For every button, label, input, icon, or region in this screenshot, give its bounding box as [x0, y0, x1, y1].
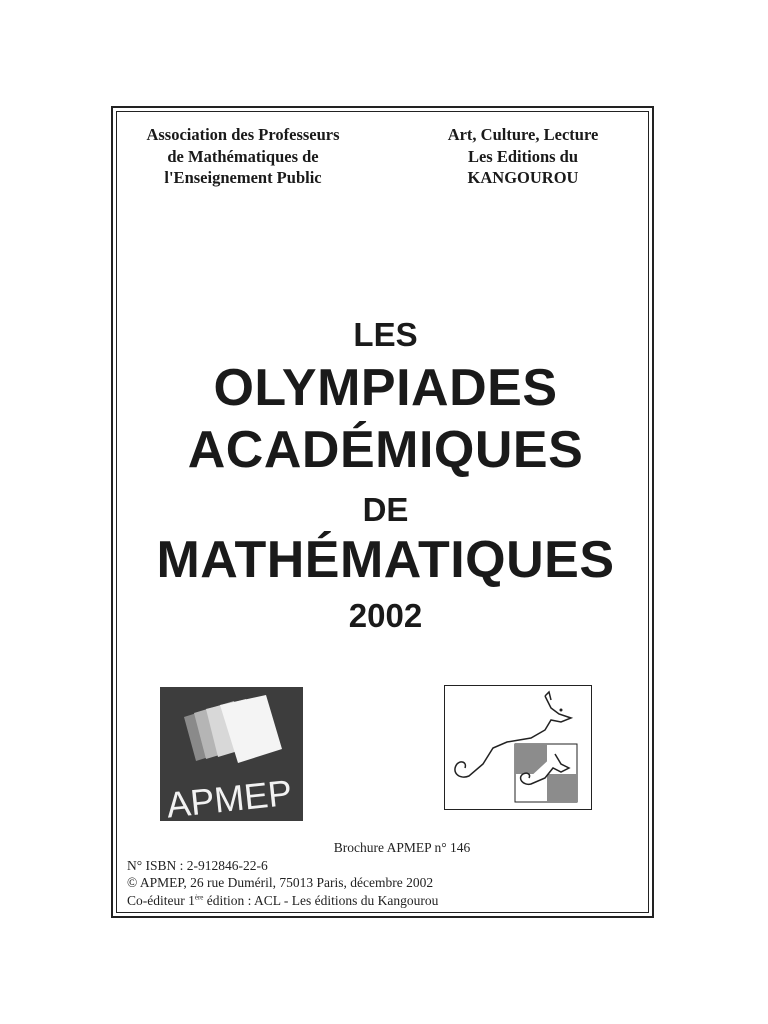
kangaroo-logo: [444, 685, 592, 810]
publisher-kangourou-line1: Art, Culture, Lecture: [447, 125, 599, 144]
apmep-logo-text: APMEP: [164, 771, 295, 821]
cover-inner-frame: [116, 111, 649, 913]
coediteur-suffix: édition : ACL - Les éditions du Kangourou: [203, 892, 439, 908]
coediteur-sup: ère: [194, 893, 204, 901]
publisher-kangourou: [413, 124, 633, 189]
title-mathematiques: MATHÉMATIQUES: [156, 531, 615, 589]
apmep-logo: [160, 687, 303, 821]
publisher-apmep: [123, 124, 363, 189]
title-academiques: ACADÉMIQUES: [187, 421, 584, 479]
brochure-number: Brochure APMEP n° 146: [333, 840, 471, 855]
publisher-apmep-line1: Association des Professeurs: [146, 125, 340, 144]
cover-frame: [111, 106, 654, 918]
colophon: [127, 839, 647, 909]
title-olympiades: OLYMPIADES: [213, 359, 558, 417]
coediteur-prefix: Co-éditeur 1: [127, 892, 195, 908]
publisher-apmep-line3: l'Enseignement Public: [164, 168, 322, 187]
coediteur: [127, 892, 647, 910]
isbn: N° ISBN : 2-912846-22-6: [127, 857, 268, 873]
kangaroo-logo-icon: [445, 686, 591, 809]
title-year: 2002: [348, 597, 423, 634]
publisher-apmep-line2: de Mathématiques de: [167, 146, 319, 166]
publisher-kangourou-line2: Les Editions du: [467, 146, 579, 166]
title-de: DE: [362, 491, 409, 528]
apmep-logo-icon: [160, 687, 303, 821]
copyright: © APMEP, 26 rue Duméril, 75013 Paris, décembre 2002: [127, 875, 434, 890]
title-les: LES: [353, 316, 418, 353]
publisher-kangourou-line3: KANGOUROU: [467, 168, 579, 187]
